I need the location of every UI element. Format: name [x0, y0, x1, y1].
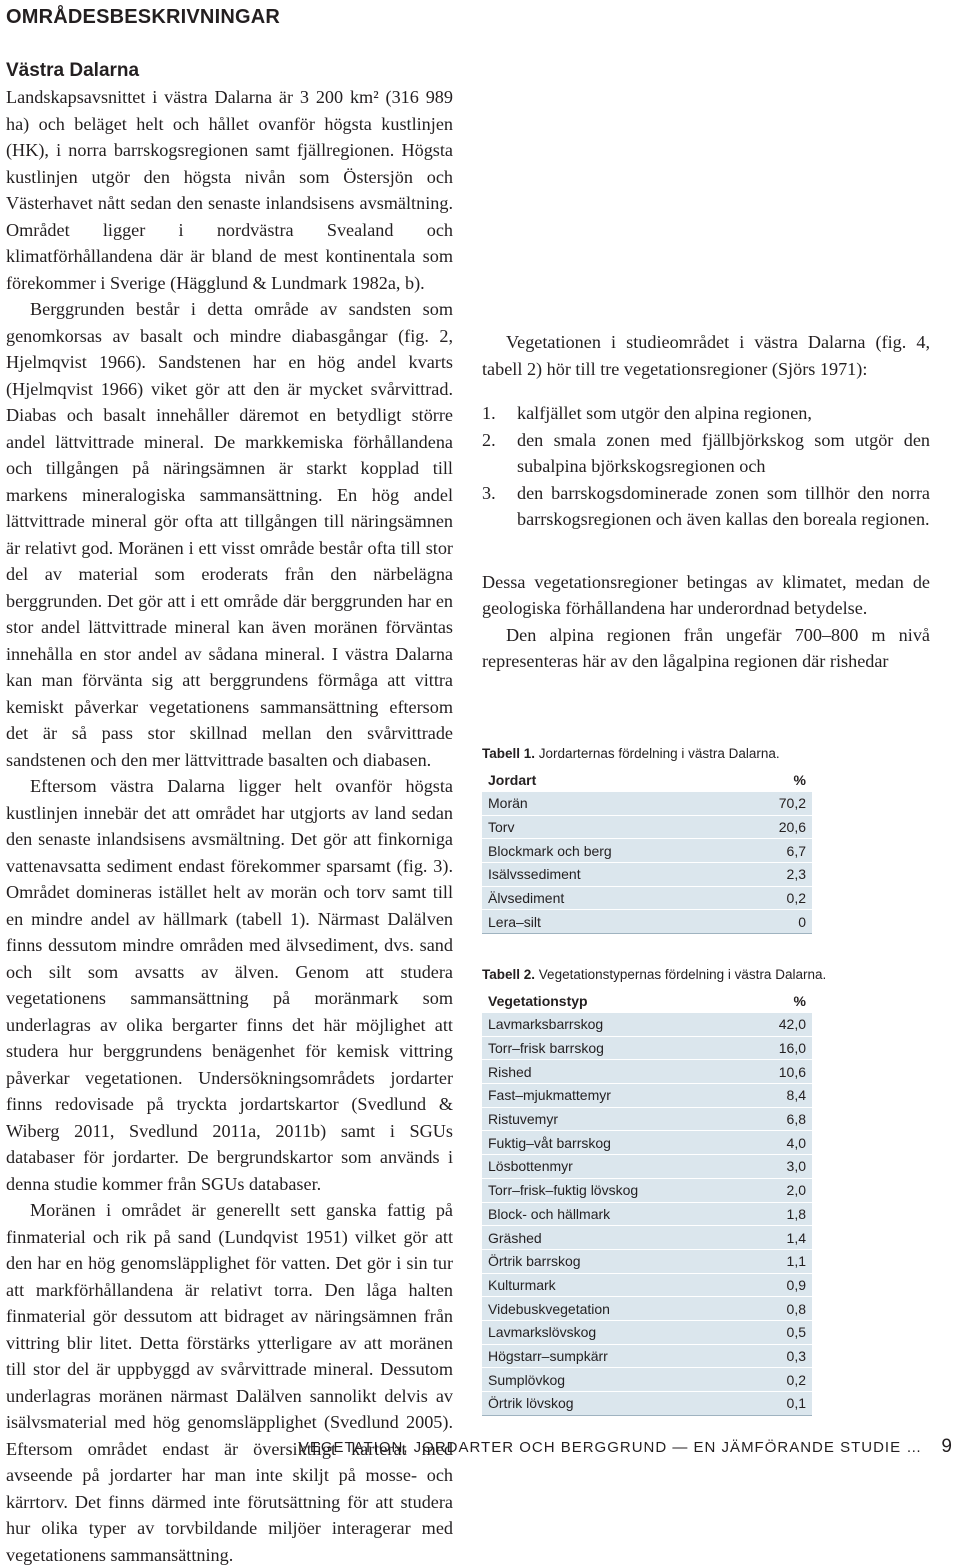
table-row	[482, 1368, 812, 1392]
page-footer	[299, 1436, 952, 1458]
page-number: 9	[941, 1436, 952, 1457]
table-cell-type: Högstarr–sumpkärr	[482, 1344, 748, 1368]
table-cell-percent: 3,0	[748, 1155, 812, 1179]
table-cell-percent: 42,0	[748, 1013, 812, 1037]
paragraph-regions-climate: Dessa vegetationsregioner betingas av klimatet, medan de geologiska förhållandena har underordnad betydelse.	[482, 571, 930, 618]
table-cell-percent: 2,0	[748, 1178, 812, 1202]
table-row	[482, 1344, 812, 1368]
paragraph-alpine: Den alpina regionen från ungefär 700–800 m nivå representeras här av den lågalpina regionen där rishedar	[482, 624, 930, 671]
paragraph-vegetation-intro: Vegetationen i studieområdet i västra Dalarna (fig. 4, tabell 2) hör till tre vegetationsregioner (Sjörs 1971):	[482, 332, 930, 379]
table-row	[482, 1178, 812, 1202]
table-row	[482, 910, 812, 934]
table-row	[482, 1036, 812, 1060]
table-cell-type: Rished	[482, 1060, 748, 1084]
table2-label: Tabell 2.	[482, 967, 536, 982]
table2-header-percent: %	[748, 990, 812, 1013]
table-row	[482, 1202, 812, 1226]
paragraph-soils: Eftersom västra Dalarna ligger helt ovanför högsta kustlinjen innebär det att området har utgjorts av land sedan den senaste inlandsisens avsmältning. Det gör att finkorniga vattenavsatta sediment endast förekommer sparsamt (fig. 3). Området domineras istället helt av morän och torv samt till en mindre andel av hällmark (tabell 1). Närmast Dalälven finns dessutom mindre områden med älvsediment, dvs. sand och silt som avsatts av älven. Genom att studera vegetationens sammansättning på moränmark som underlagras av olika bergarter finns det här möjlighet att studera hur berggrundens benägenhet för kemisk vittring påverkar vegetationen. Undersökningsområdets jordarter finns redovisade på tryckta jordartskartor (Svedlund & Wiberg 2011, Svedlund 2011a, 2011b) samt i SGUs databaser för jordarter. De bergrundskartor som används i denna studie kommer från SGUs databaser.	[6, 776, 453, 1194]
table-row	[482, 1107, 812, 1131]
table-cell-percent: 0,2	[748, 1368, 812, 1392]
table1-block	[482, 746, 812, 934]
table2	[482, 990, 812, 1416]
table-cell-type: Kulturmark	[482, 1273, 748, 1297]
table-row	[482, 1155, 812, 1179]
table-row	[482, 863, 812, 887]
table-cell-type: Block- och hällmark	[482, 1202, 748, 1226]
section-title: OMRÅDESBESKRIVNINGAR	[6, 6, 281, 28]
table-cell-type: Ristuvemyr	[482, 1107, 748, 1131]
table-cell-type: Örtrik barrskog	[482, 1249, 748, 1273]
table1-header-soil: Jordart	[482, 769, 738, 792]
region-number: 1.	[482, 403, 496, 423]
region-list-item	[482, 480, 930, 533]
table1-label: Tabell 1.	[482, 746, 536, 761]
table-cell-percent: 16,0	[748, 1036, 812, 1060]
paragraph-intro: Landskapsavsnittet i västra Dalarna är 3 200 km² (316 989 ha) och beläget helt och hållet ovanför högsta kustlinjen (HK), i norra barrskogsregionen samt fjällregionen. Högsta kustlinjen utgör den högsta nivån som Östersjön och Västerhavet nått sedan den senaste inlandsisens avsmältning. Området ligger i nordvästra Svealand och klimatförhållandena där är bland de mest kontinentala som förekommer i Sverige (Hägglund & Lundmark 1982a, b).	[6, 87, 453, 293]
table-cell-type: Videbuskvegetation	[482, 1297, 748, 1321]
table1-caption	[482, 746, 812, 761]
table-row	[482, 1084, 812, 1108]
table-cell-type: Lera–silt	[482, 910, 738, 934]
table-row	[482, 792, 812, 816]
table-cell-type: Isälvssediment	[482, 863, 738, 887]
table-cell-type: Örtrik lövskog	[482, 1392, 748, 1416]
table-row	[482, 1249, 812, 1273]
table-cell-type: Fast–mjukmattemyr	[482, 1084, 748, 1108]
table-row	[482, 839, 812, 863]
region-text: kalfjället som utgör den alpina regionen,	[517, 403, 812, 423]
table-cell-type: Blockmark och berg	[482, 839, 738, 863]
right-column	[482, 329, 930, 675]
table-cell-percent: 2,3	[738, 863, 812, 887]
table-row	[482, 1060, 812, 1084]
table-cell-percent: 0,9	[748, 1273, 812, 1297]
table-cell-percent: 6,7	[738, 839, 812, 863]
table2-header-vegetation: Vegetationstyp	[482, 990, 748, 1013]
table-cell-percent: 4,0	[748, 1131, 812, 1155]
left-column	[6, 4, 453, 1568]
table-cell-percent: 0	[738, 910, 812, 934]
paragraph-bedrock: Berggrunden består i detta område av sandsten som genomkorsas av basalt och mindre diabasgångar (fig. 2, Hjelmqvist 1966). Sandstenen har en hög andel kvarts (Hjelmqvist 1966) viket gör att den är mycket svårvittrad. Diabas och basalt innehåller däremot en betydligt större andel lättvittrade mineral. De markkemiska förhållandena och tillgången på näringsämnen är starkt kopplad till markens mineralogiska sammansättning. En hög andel lättvittrade mineral gör ofta att tillgången till näringsämnen är relativt god. Moränen i ett visst område består ofta till stor del av material som eroderats från den närbelägna berggrunden. Det gör att i ett område där berggrunden har en stor andel lättvittrade mineral kan även moränen förväntas innehålla en stor andel av sådana mineral. I västra Dalarna kan man förvänta sig att berggrundens förmåga att vittra kemiskt påverkar vegetationens sammansättning eftersom det är så pass stor skillnad mellan den svårvittrade sandstenen och den mer lättvittrade basalten och diabasen.	[6, 299, 453, 770]
table-row	[482, 1320, 812, 1344]
table2-caption-text: Vegetationstypernas fördelning i västra Dalarna.	[538, 967, 827, 982]
table-cell-percent: 0,5	[748, 1320, 812, 1344]
table-cell-percent: 20,6	[738, 815, 812, 839]
region-number: 2.	[482, 429, 496, 450]
paragraph-moraine: Moränen i området är generellt sett ganska fattig på finmaterial och rik på sand (Lundqvist 1951) vilket gör att den har en hög genomsläpplighet för vatten. Det gör i sin tur att markförhållandena är relativt torra. Den låga halten finmaterial gör dessutom att bidraget av näringsämnen från vittring blir litet. Detta förstärks ytterligare av att moränen till stor del är uppbyggd av svårvittrade mineral. Dessutom underlagras moränen närmast Dalälven sannolikt delvis av isälvsmaterial med hög genomsläpplighet (Svedlund 2005). Eftersom området endast är översiktligt karterat med avseende på jordarter har man inte skiljt på mosse- och kärrtorv. Det finns därmed inte förutsättning för att studera hur olika typer av torvbildande miljöer interagerar med vegetationens sammansättning.	[6, 1200, 453, 1565]
table2-caption	[482, 967, 826, 982]
table-row	[482, 1392, 812, 1416]
region-list	[482, 400, 930, 533]
table-cell-type: Lavmarkslövskog	[482, 1320, 748, 1344]
table-cell-percent: 0,8	[748, 1297, 812, 1321]
table-row	[482, 886, 812, 910]
table-cell-percent: 70,2	[738, 792, 812, 816]
table-cell-percent: 8,4	[748, 1084, 812, 1108]
table-cell-type: Lösbottenmyr	[482, 1155, 748, 1179]
region-number: 3.	[482, 482, 496, 503]
table-cell-percent: 1,8	[748, 1202, 812, 1226]
table1	[482, 769, 812, 934]
region-text: den barrskogsdominerade zonen som tillhör den norra barrskogsregionen och även kallas den boreala regionen.	[517, 482, 930, 529]
table-row	[482, 1131, 812, 1155]
region-list-item	[482, 427, 930, 480]
region-list-item	[482, 400, 930, 427]
table-cell-type: Gräshed	[482, 1226, 748, 1250]
table1-header-percent: %	[738, 769, 812, 792]
running-title: VEGETATION, JORDARTER OCH BERGGRUND — EN JÄMFÖRANDE STUDIE …	[298, 1439, 923, 1456]
subheading: Västra Dalarna	[6, 60, 140, 81]
table-row	[482, 1013, 812, 1037]
table-cell-type: Fuktig–våt barrskog	[482, 1131, 748, 1155]
table-cell-percent: 0,3	[748, 1344, 812, 1368]
table-cell-percent: 1,1	[748, 1249, 812, 1273]
table2-block	[482, 967, 826, 1416]
table-row	[482, 1297, 812, 1321]
table-cell-percent: 0,1	[748, 1392, 812, 1416]
table-cell-type: Älvsediment	[482, 886, 738, 910]
table-row	[482, 1226, 812, 1250]
table1-caption-text: Jordarternas fördelning i västra Dalarna.	[538, 746, 780, 761]
table-cell-percent: 6,8	[748, 1107, 812, 1131]
table-cell-percent: 10,6	[748, 1060, 812, 1084]
table-row	[482, 815, 812, 839]
table-cell-type: Torr–frisk–fuktig lövskog	[482, 1178, 748, 1202]
table-cell-type: Sumplövkog	[482, 1368, 748, 1392]
table-row	[482, 1273, 812, 1297]
table-cell-type: Lavmarksbarrskog	[482, 1013, 748, 1037]
table-cell-percent: 1,4	[748, 1226, 812, 1250]
table-cell-percent: 0,2	[738, 886, 812, 910]
table-cell-type: Torr–frisk barrskog	[482, 1036, 748, 1060]
table-cell-type: Morän	[482, 792, 738, 816]
region-text: den smala zonen med fjällbjörkskog som utgör den subalpina björkskogsregionen och	[517, 429, 930, 476]
table-cell-type: Torv	[482, 815, 738, 839]
